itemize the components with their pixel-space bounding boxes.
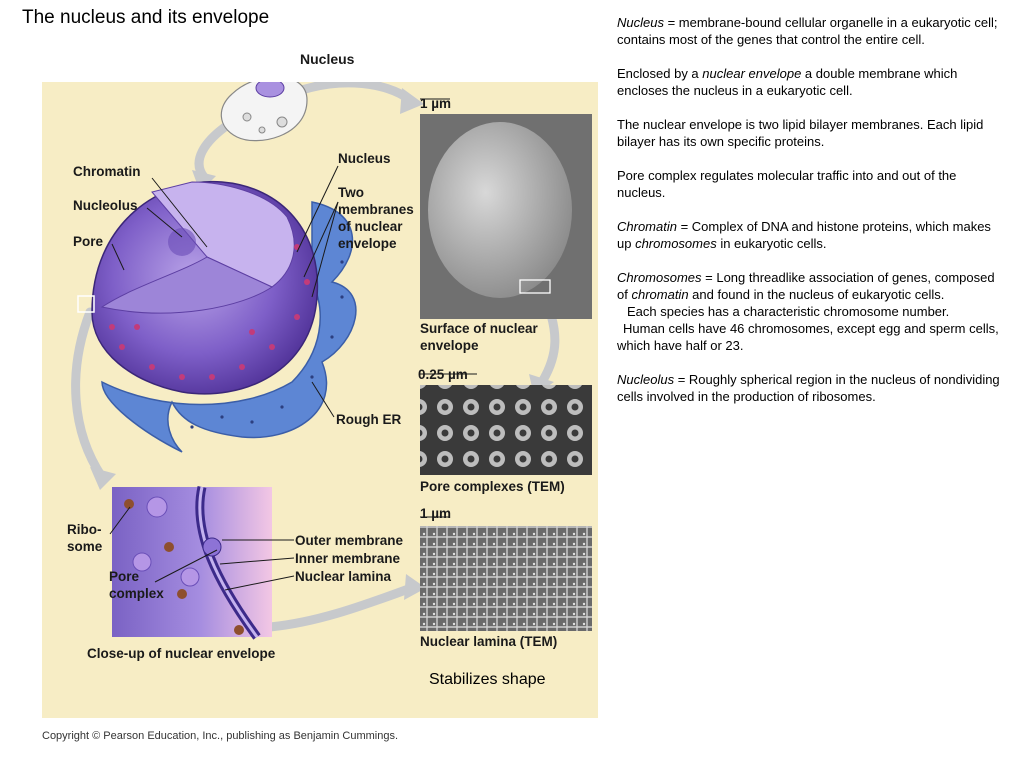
nucleus-figure <box>42 51 598 718</box>
label-scale-2: 0.25 µm <box>418 367 468 382</box>
label-pore: Pore <box>73 234 104 249</box>
definitions-panel <box>617 14 1002 422</box>
label-nucleus-top: Nucleus <box>300 51 355 67</box>
nucleus-3d <box>78 182 356 452</box>
label-ribosome: Ribo- some <box>67 522 103 554</box>
label-chromatin: Chromatin <box>73 164 141 179</box>
def-human-chromosomes: Human cells have 46 chromosomes, except egg and sperm cells, which have half or 23. <box>617 321 999 353</box>
stabilizes-shape-note: Stabilizes shape <box>429 671 546 688</box>
cell-icon <box>221 82 307 141</box>
def-chromosomes: Chromosomes = Long threadlike association of genes, composed of chromatin and found in the nucleus of eukaryotic cells. <box>617 270 995 302</box>
label-scale-3: 1 µm <box>420 506 452 521</box>
micrograph-pores <box>420 385 592 475</box>
micrograph-lamina <box>420 526 592 631</box>
def-nuclear-envelope: Enclosed by a nuclear envelope a double membrane which encloses the nucleus in a eukaryotic cell. <box>617 66 958 98</box>
label-rough-er: Rough ER <box>336 412 402 427</box>
micrograph-surface <box>420 114 592 319</box>
label-pore-complexes: Pore complexes (TEM) <box>420 479 565 494</box>
def-chromatin: Chromatin = Complex of DNA and histone proteins, which makes up chromosomes in eukaryotic cells. <box>617 219 991 251</box>
slide-title: The nucleus and its envelope <box>22 7 270 28</box>
copyright-line: Copyright © Pearson Education, Inc., publishing as Benjamin Cummings. <box>42 730 399 742</box>
label-inner-membrane: Inner membrane <box>295 551 401 566</box>
def-species-number: Each species has a characteristic chromosome number. <box>627 304 950 319</box>
label-nucleus-mid: Nucleus <box>338 151 391 166</box>
label-nuclear-lamina: Nuclear lamina <box>295 569 392 584</box>
def-pore-complex: Pore complex regulates molecular traffic into and out of the nucleus. <box>617 168 957 200</box>
def-envelope-bilayers: The nuclear envelope is two lipid bilayer membranes. Each lipid bilayer has its own specific proteins. <box>617 117 984 149</box>
label-pore-complex: Pore complex <box>109 569 164 601</box>
label-surface-caption: Surface of nuclear envelope <box>420 321 538 353</box>
label-scale-1: 1 µm <box>420 96 452 111</box>
def-nucleolus: Nucleolus = Roughly spherical region in the nucleus of nondividing cells involved in the production of ribosomes. <box>617 372 1000 404</box>
def-nucleus: Nucleus = membrane-bound cellular organelle in a eukaryotic cell; contains most of the genes that control the entire cell. <box>617 15 998 47</box>
label-closeup-caption: Close-up of nuclear envelope <box>87 646 276 661</box>
label-nuclear-lamina-tem: Nuclear lamina (TEM) <box>420 634 558 649</box>
label-nucleolus: Nucleolus <box>73 198 138 213</box>
label-outer-membrane: Outer membrane <box>295 533 404 548</box>
label-two-membranes: Two membranes of nuclear envelope <box>338 185 414 251</box>
